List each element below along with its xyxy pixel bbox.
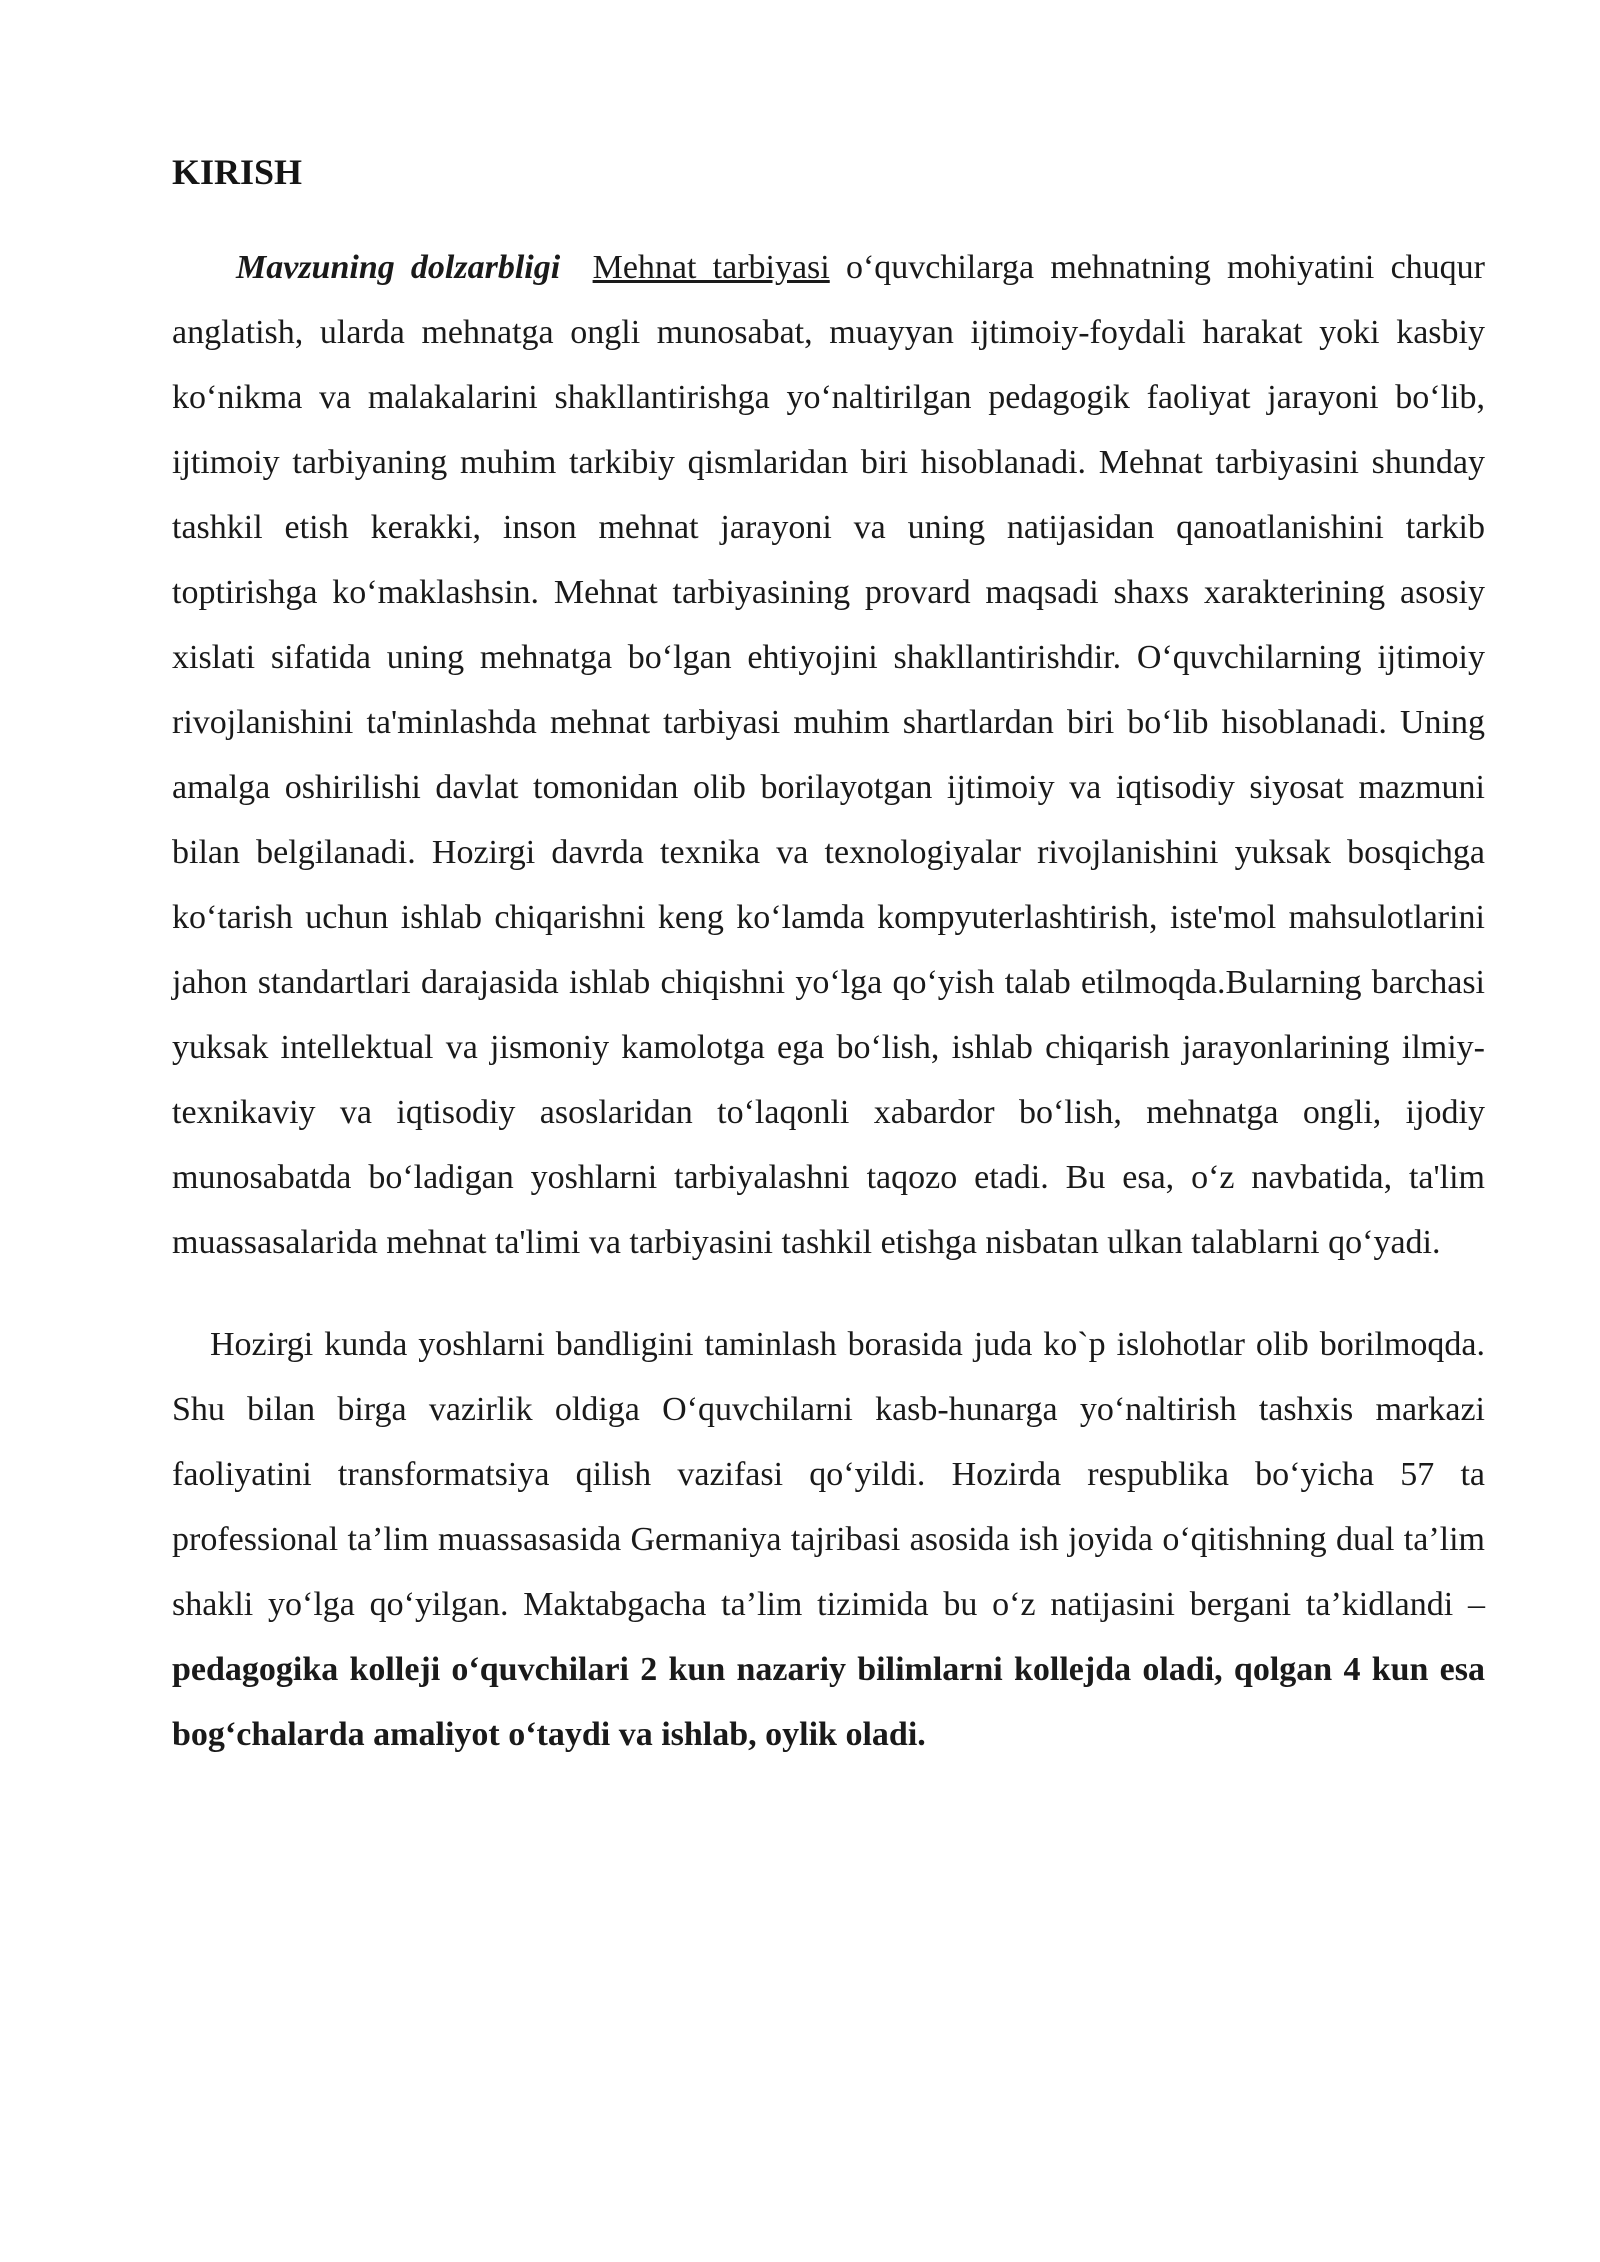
labor-education-link[interactable]: Mehnat tarbiyasi [592, 249, 830, 286]
document-page [172, 145, 1485, 1767]
section-heading: KIRISH [172, 152, 303, 192]
paragraph-employment-text: Hozirgi kunda yoshlarni bandligini taminlash borasida juda ko`p islohotlar olib borilmoqda. Shu bilan birga vazirlik oldiga O‘quvchilarni kasb-hunarga yo‘naltirish tashxis markazi faoliyatini transformatsiya qilish vazifasi qo‘yildi. Hozirda respublika bo‘yicha 57 ta professional ta’lim muassasasida Germaniya tajribasi asosida ish joyida o‘qitishning dual ta’lim shakli yo‘lga qo‘yilgan. Maktabgacha ta’lim tizimida bu o‘z natijasini bergani ta’kidlandi – [172, 1326, 1485, 1623]
paragraph-relevance-text: o‘quvchilarga mehnatning mohiyatini chuqur anglatish, ularda mehnatga ongli munosabat, muayyan ijtimoiy-foydali harakat yoki kasbiy ko‘nikma va malakalarini shakllantirishga yo‘naltirilgan pedagogik faoliyat jarayoni bo‘lib, ijtimoiy tarbiyaning muhim tarkibiy qismlaridan biri hisoblanadi. Mehnat tarbiyasini shunday tashkil etish kerakki, inson mehnat jarayoni va uning natijasidan qanoatlanishini tarkib toptirishga ko‘maklashsin. Mehnat tarbiyasining provard maqsadi shaxs xarakterining asosiy xislati sifatida uning mehnatga bo‘lgan ehtiyojini shakllantirishdir. O‘quvchilarning ijtimoiy rivojlanishini ta'minlashda mehnat tarbiyasi muhim shartlardan biri bo‘lib hisoblanadi. Uning amalga oshirilishi davlat tomonidan olib borilayotgan ijtimoiy va iqtisodiy siyosat mazmuni bilan belgilanadi. Hozirgi davrda texnika va texnologiyalar rivojlanishini yuksak bosqichga ko‘tarish uchun ishlab chiqarishni keng ko‘lamda kompyuterlashtirish, iste'mol mahsulotlarini jahon standartlari darajasida ishlab chiqishni yo‘lga qo‘yish talab etilmoqda.Bularning barchasi yuksak intellektual va jismoniy kamolotga ega bo‘lish, ishlab chiqarish jarayonlarining ilmiy-texnikaviy va iqtisodiy asoslaridan to‘laqonli xabardor bo‘lish, mehnatga ongli, ijodiy munosabatda bo‘ladigan yoshlarni tarbiyalashni taqozo etadi. Bu esa, o‘z navbatida, ta'lim muassasalarida mehnat ta'limi va tarbiyasini tashkil etishga nisbatan ulkan talablarni qo‘yadi. [172, 249, 1485, 1261]
paragraph-employment [172, 1312, 1485, 1767]
topic-relevance-label: Mavzuning dolzarbligi [236, 249, 561, 286]
paragraph-employment-bold-text: pedagogika kolleji o‘quvchilari 2 kun nazariy bilimlarni kollejda oladi, qolgan 4 kun esa bog‘chalarda amaliyot o‘taydi va ishlab, oylik oladi. [172, 1651, 1485, 1753]
paragraph-relevance [172, 235, 1485, 1275]
